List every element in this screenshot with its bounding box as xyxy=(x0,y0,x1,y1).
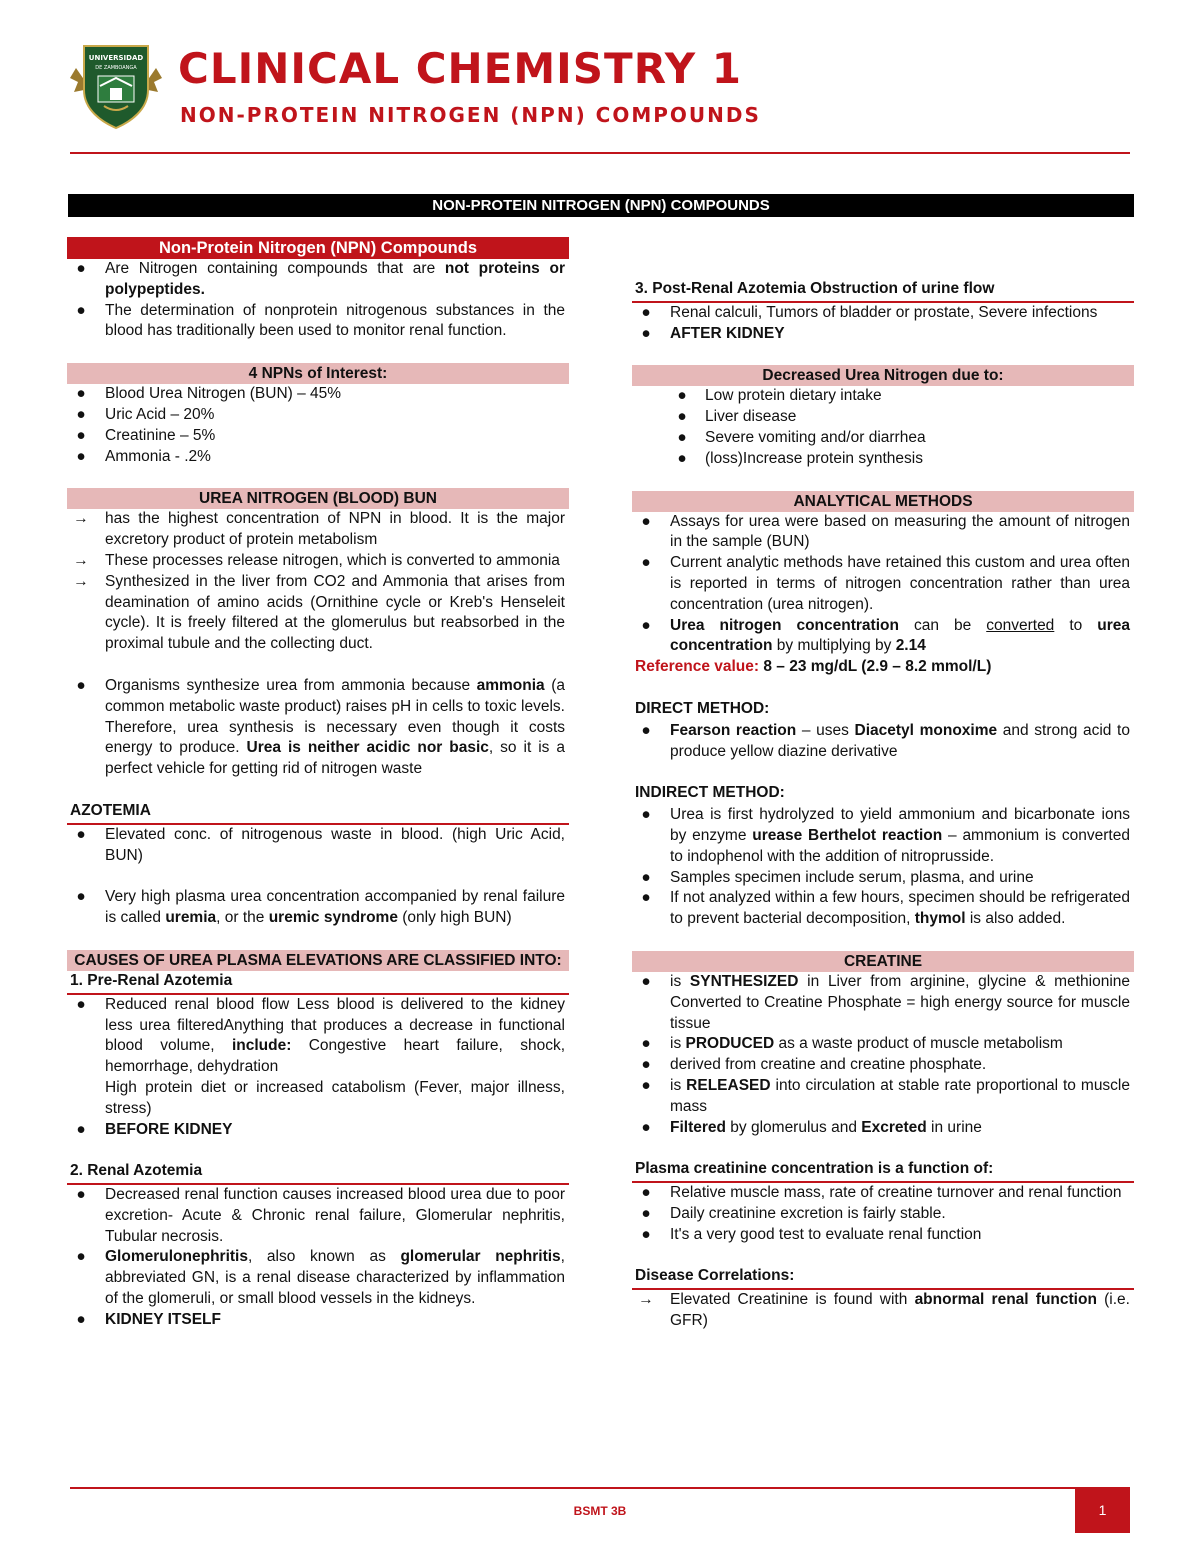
bullet-icon: ● xyxy=(641,1118,651,1136)
list-item: ● Filtered by glomerulus and Excreted in urine xyxy=(632,1118,1134,1139)
npn-header: Non-Protein Nitrogen (NPN) Compounds xyxy=(67,237,569,259)
list-item: ● Assays for urea were based on measuring the amount of nitrogen in the sample (BUN) xyxy=(632,512,1134,554)
bullet-icon: ● xyxy=(677,428,687,446)
list-item: ● AFTER KIDNEY xyxy=(632,324,1134,345)
arrow-icon: → xyxy=(73,510,89,528)
azotemia-title: AZOTEMIA xyxy=(67,801,569,825)
university-logo xyxy=(70,38,162,130)
post-renal-title: 3. Post-Renal Azotemia Obstruction of urine flow xyxy=(632,279,1134,303)
list-item: ● KIDNEY ITSELF xyxy=(67,1310,569,1331)
list-item: ● BEFORE KIDNEY xyxy=(67,1120,569,1141)
list-item: ● Glomerulonephritis, also known as glomerular nephritis, abbreviated GN, is a renal disease characterized by inflammation of the glomeruli, or small blood vessels in the kidneys. xyxy=(67,1247,569,1309)
plasma-creatinine-title: Plasma creatinine concentration is a function of: xyxy=(632,1159,1134,1183)
list-item: → Synthesized in the liver from CO2 and Ammonia that arises from deamination of amino acids (Ornithine cycle or Kreb's Henseleit cycle). It is freely filtered at the glomerulus but reabsorbed in the proximal tubule and the collecting duct. xyxy=(67,572,569,655)
analytical-methods-header: ANALYTICAL METHODS xyxy=(632,491,1134,512)
bullet-icon: ● xyxy=(641,889,651,907)
bullet-icon: ● xyxy=(76,995,86,1013)
bullet-icon: ● xyxy=(76,426,86,444)
bullet-icon: ● xyxy=(76,1310,86,1328)
bullet-icon: ● xyxy=(76,385,86,403)
npns-of-interest-header: 4 NPNs of Interest: xyxy=(67,363,569,384)
page-number: 1 xyxy=(1075,1488,1130,1533)
indirect-method-title: INDIRECT METHOD: xyxy=(635,784,785,802)
disease-correlations-title: Disease Correlations: xyxy=(632,1266,1134,1290)
bullet-icon: ● xyxy=(677,387,687,405)
list-item: ● Relative muscle mass, rate of creatine turnover and renal function xyxy=(632,1183,1134,1204)
list-item: ● is SYNTHESIZED in Liver from arginine, glycine & methionine Converted to Creatine Phosphate = high energy source for muscle tissue xyxy=(632,972,1134,1034)
bullet-icon: ● xyxy=(76,888,86,906)
page-title: CLINICAL CHEMISTRY 1 xyxy=(178,44,742,93)
list-item: ● derived from creatine and creatine phosphate. xyxy=(632,1055,1134,1076)
list-item: ● Fearson reaction – uses Diacetyl monoxime and strong acid to produce yellow diazine derivative xyxy=(632,721,1134,763)
list-item: ● Liver disease xyxy=(632,407,1134,428)
bullet-icon: ● xyxy=(76,1186,86,1204)
decreased-urea-header: Decreased Urea Nitrogen due to: xyxy=(632,365,1134,386)
page-subtitle: NON-PROTEIN NITROGEN (NPN) COMPOUNDS xyxy=(180,103,761,127)
header-divider xyxy=(70,152,1130,154)
renal-title: 2. Renal Azotemia xyxy=(67,1161,569,1185)
arrow-icon: → xyxy=(73,572,89,590)
list-item: ● (loss)Increase protein synthesis xyxy=(632,449,1134,470)
bullet-icon: ● xyxy=(641,721,651,739)
bullet-icon: ● xyxy=(76,447,86,465)
list-item: ● Are Nitrogen containing compounds that are not proteins or polypeptides. xyxy=(67,259,569,301)
svg-text:DE ZAMBOANGA: DE ZAMBOANGA xyxy=(95,65,137,71)
list-item: ● Uric Acid – 20% xyxy=(67,405,569,426)
list-item: ● It's a very good test to evaluate renal function xyxy=(632,1225,1134,1246)
bullet-icon: ● xyxy=(76,301,86,319)
list-item: ● Organisms synthesize urea from ammonia because ammonia (a common metabolic waste product) raises pH in cells to toxic levels. Therefore, urea synthesis is necessary even though it costs energy to produce. Urea is neither acidic nor basic, so it is a perfect vehicle for getting rid of nitrogen waste xyxy=(67,676,569,780)
bullet-icon: ● xyxy=(76,1248,86,1266)
left-column xyxy=(67,237,569,1331)
list-item: ● Blood Urea Nitrogen (BUN) – 45% xyxy=(67,384,569,405)
reference-value: Reference value: 8 – 23 mg/dL (2.9 – 8.2 mmol/L) xyxy=(635,658,992,676)
right-column xyxy=(632,279,1134,1332)
creatine-header: CREATINE xyxy=(632,951,1134,972)
list-item: ● Severe vomiting and/or diarrhea xyxy=(632,428,1134,449)
list-item: ● The determination of nonprotein nitrogenous substances in the blood has traditionally been used to monitor renal function. xyxy=(67,301,569,343)
bullet-icon: ● xyxy=(76,405,86,423)
causes-header: CAUSES OF UREA PLASMA ELEVATIONS ARE CLASSIFIED INTO: xyxy=(67,950,569,971)
bullet-icon: ● xyxy=(641,1056,651,1074)
list-item: ● Daily creatinine excretion is fairly stable. xyxy=(632,1204,1134,1225)
urea-nitrogen-header: UREA NITROGEN (BLOOD) BUN xyxy=(67,488,569,509)
list-item: ● is RELEASED into circulation at stable rate proportional to muscle mass xyxy=(632,1076,1134,1118)
bullet-icon: ● xyxy=(641,806,651,824)
footer-divider xyxy=(70,1487,1130,1489)
bullet-icon: ● xyxy=(641,1184,651,1202)
list-item: ● Elevated conc. of nitrogenous waste in blood. (high Uric Acid, BUN) xyxy=(67,825,569,867)
bullet-icon: ● xyxy=(641,554,651,572)
list-item: ● If not analyzed within a few hours, specimen should be refrigerated to prevent bacterial decomposition, thymol is also added. xyxy=(632,888,1134,930)
section-banner: NON-PROTEIN NITROGEN (NPN) COMPOUNDS xyxy=(68,194,1134,217)
bullet-icon: ● xyxy=(641,616,651,634)
list-item: ● Ammonia - .2% xyxy=(67,447,569,468)
list-item: ● Very high plasma urea concentration accompanied by renal failure is called uremia, or the uremic syndrome (only high BUN) xyxy=(67,887,569,929)
bullet-icon: ● xyxy=(76,260,86,277)
pre-renal-title: 1. Pre-Renal Azotemia xyxy=(67,971,569,995)
list-item: ● Low protein dietary intake xyxy=(632,386,1134,407)
bullet-icon: ● xyxy=(641,1035,651,1053)
bullet-icon: ● xyxy=(641,1204,651,1222)
bullet-icon: ● xyxy=(641,1225,651,1243)
bullet-icon: ● xyxy=(641,1076,651,1094)
list-item: ● Creatinine – 5% xyxy=(67,426,569,447)
list-item: → has the highest concentration of NPN in blood. It is the major excretory product of protein metabolism xyxy=(67,509,569,551)
bullet-icon: ● xyxy=(641,303,651,321)
bullet-icon: ● xyxy=(677,408,687,426)
list-item: ● Urea nitrogen concentration can be converted to urea concentration by multiplying by 2.14 xyxy=(632,616,1134,658)
arrow-icon: → xyxy=(638,1291,654,1309)
list-item-continuation: High protein diet or increased catabolism (Fever, major illness, stress) xyxy=(105,1078,565,1117)
bullet-icon: ● xyxy=(76,676,86,694)
list-item: ● Reduced renal blood flow Less blood is delivered to the kidney less urea filteredAnything that produces a decrease in functional blood volume, include: Congestive heart failure, shock, hemorrhage, dehydration xyxy=(67,995,569,1078)
list-item: ● Decreased renal function causes increased blood urea due to poor excretion- Acute & Chronic renal failure, Glomerular nephritis, Tubular necrosis. xyxy=(67,1185,569,1247)
list-item: ● Current analytic methods have retained this custom and urea often is reported in terms of nitrogen concentration rather than urea concentration (urea nitrogen). xyxy=(632,553,1134,615)
bullet-icon: ● xyxy=(76,825,86,843)
bullet-icon: ● xyxy=(641,324,651,342)
list-item: ● is PRODUCED as a waste product of muscle metabolism xyxy=(632,1034,1134,1055)
bullet-icon: ● xyxy=(641,512,651,530)
bullet-icon: ● xyxy=(641,868,651,886)
svg-text:UNIVERSIDAD: UNIVERSIDAD xyxy=(88,54,144,62)
bullet-icon: ● xyxy=(76,1120,86,1138)
list-item: ● Renal calculi, Tumors of bladder or prostate, Severe infections xyxy=(632,303,1134,324)
list-item: → These processes release nitrogen, which is converted to ammonia xyxy=(67,551,569,572)
bullet-icon: ● xyxy=(641,972,651,990)
bullet-icon: ● xyxy=(677,449,687,467)
footer-section-label: BSMT 3B xyxy=(573,1504,627,1518)
arrow-icon: → xyxy=(73,551,89,569)
direct-method-title: DIRECT METHOD: xyxy=(635,699,770,717)
list-item: ● Samples specimen include serum, plasma, and urine xyxy=(632,868,1134,889)
list-item: ● Urea is first hydrolyzed to yield ammonium and bicarbonate ions by enzyme urease Berthelot reaction – ammonium is converted to indophenol with the addition of nitroprusside. xyxy=(632,805,1134,867)
list-item: → Elevated Creatinine is found with abnormal renal function (i.e. GFR) xyxy=(632,1290,1134,1332)
